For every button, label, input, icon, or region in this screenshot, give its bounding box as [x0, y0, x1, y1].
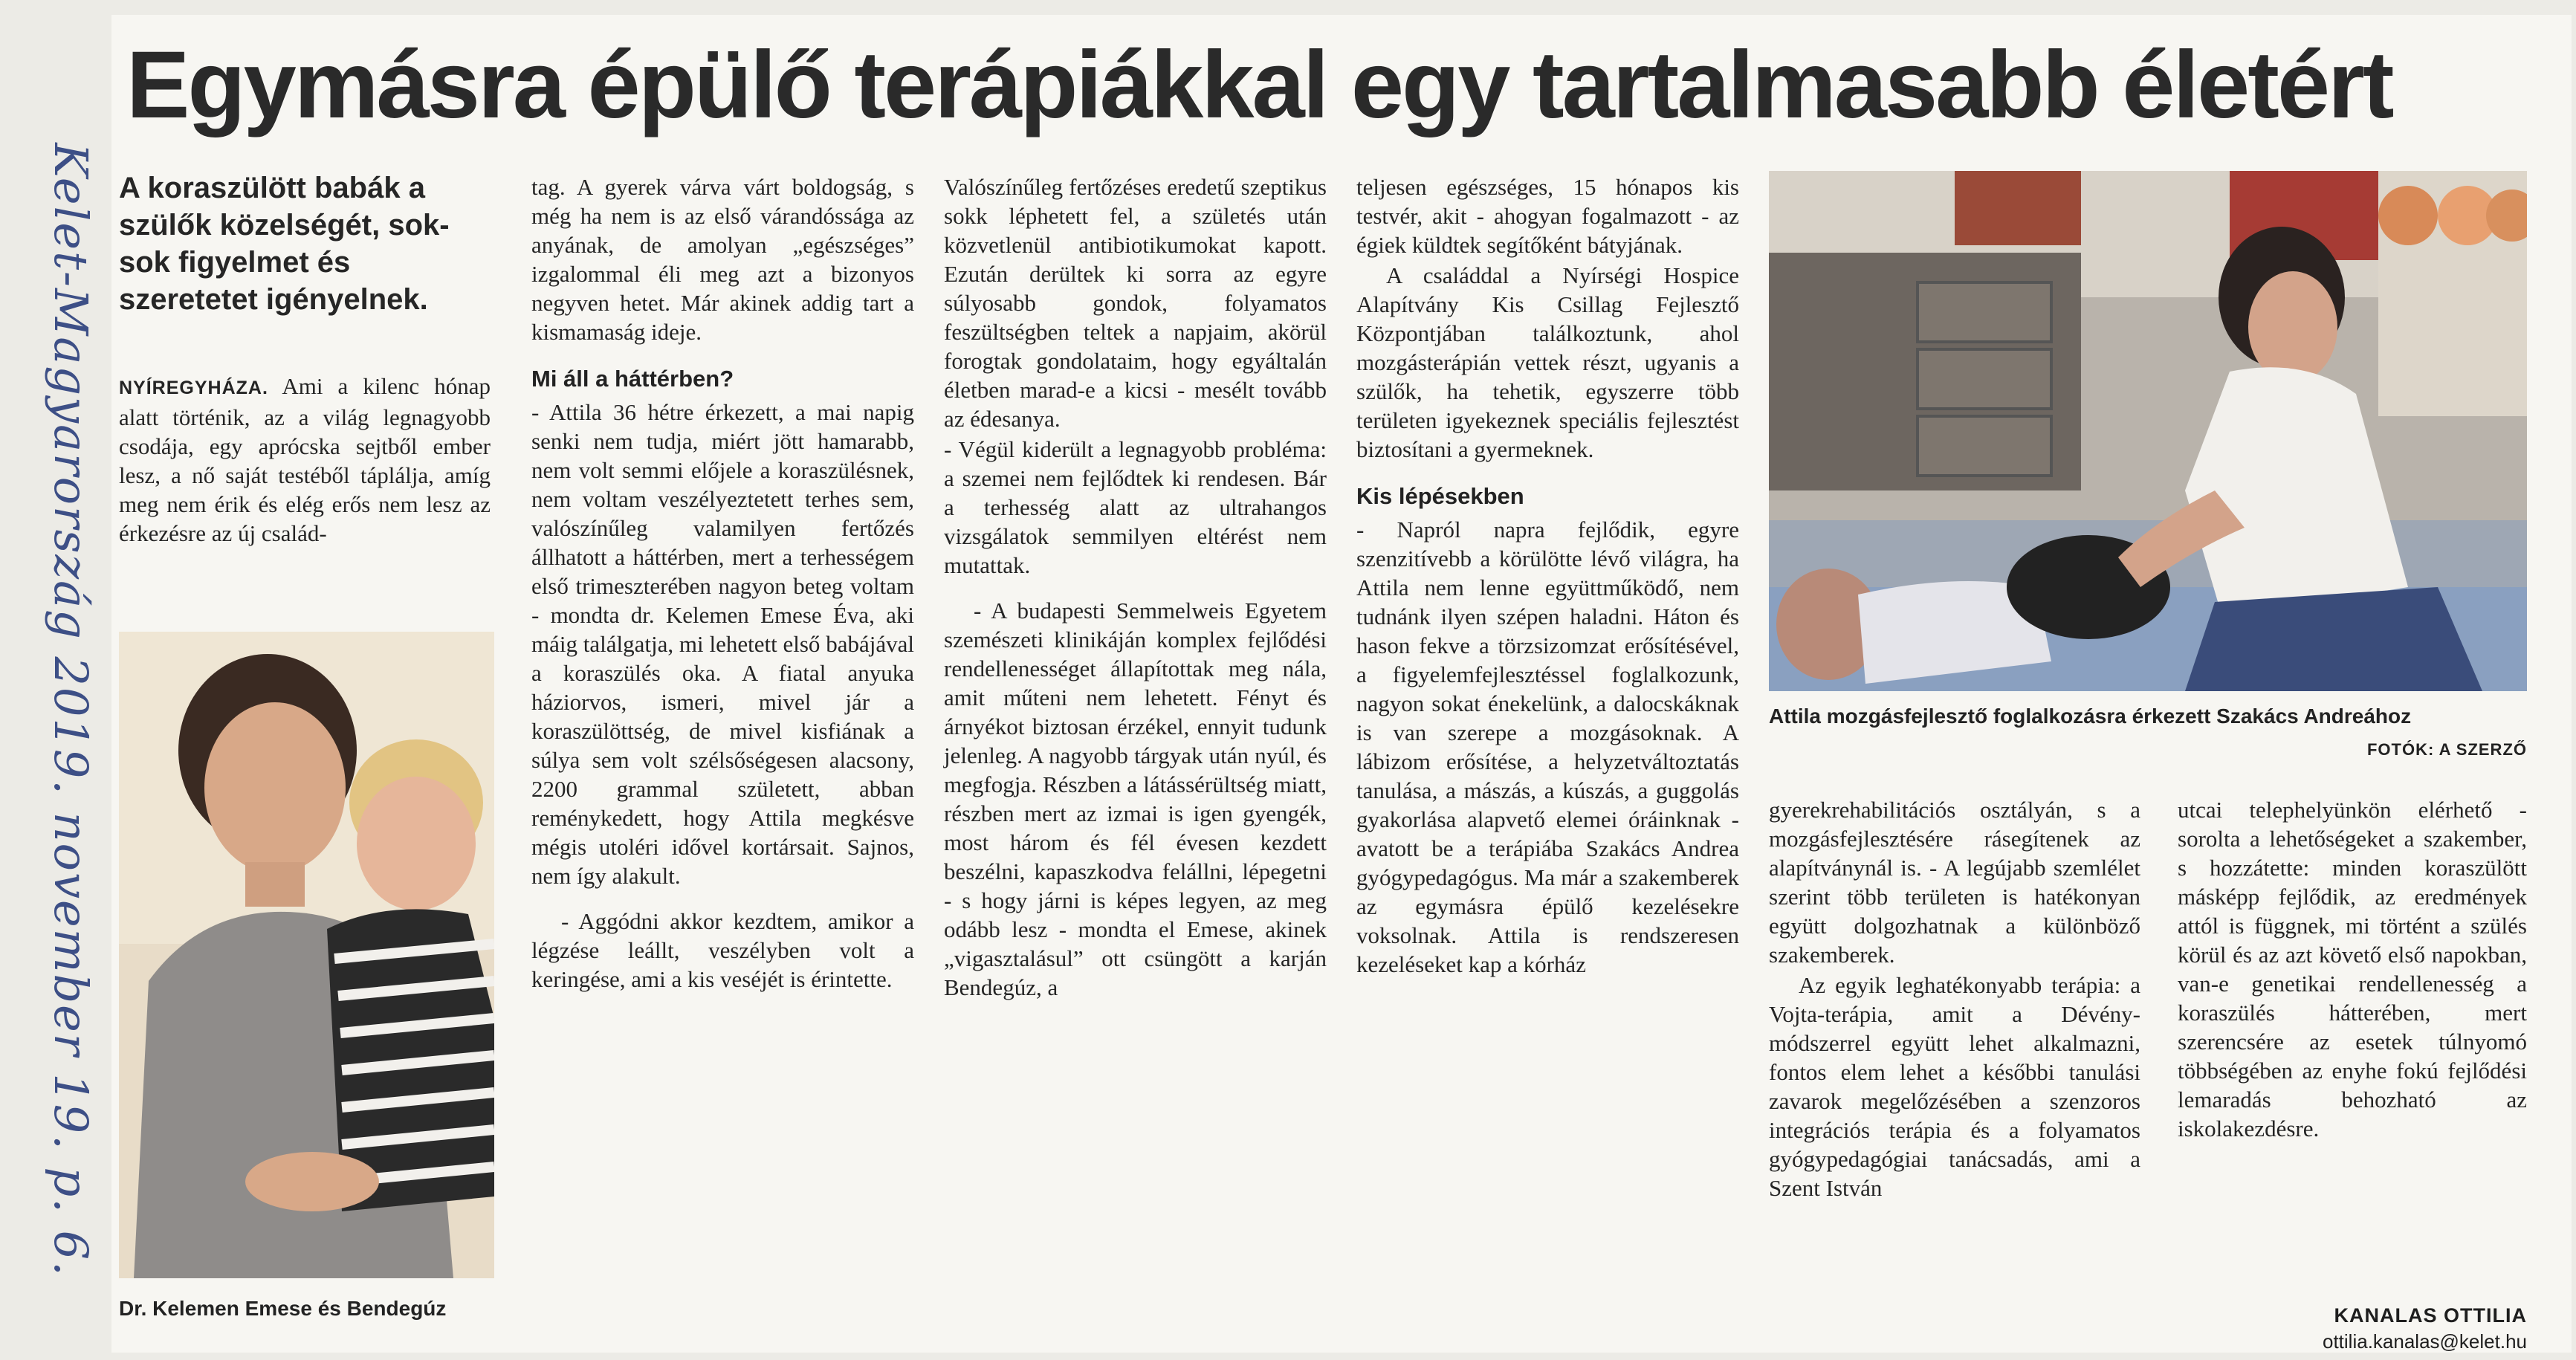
subheading-background: Mi áll a háttérben?: [531, 366, 734, 392]
handwritten-source-note: [30, 142, 111, 1278]
col1-paragraph-1: Ami a kilenc hónap alatt történik, az a világ legnagyobb csodája, egy aprócska sejtből ember lesz, a nő saját testéből táplálja, amíg meg nem érik és elég erős nem lesz az érkezésre az új család-: [119, 373, 491, 546]
column-4: [1356, 172, 1739, 980]
col4-paragraph-2: A családdal a Nyírségi Hospice Alapítvány Kis Csillag Fejlesztő Központjában találkoztunk, ahol mozgásterápián vettek részt, ugyanis a szülők, ha tehetik, egyszerre több területen igyekeznek speciális fejlesztést biztosítani a gyermeknek.: [1356, 262, 1739, 462]
column-5: [1769, 795, 2140, 1204]
column-2: [531, 172, 914, 995]
photo-therapy-session: [1769, 171, 2527, 691]
col3-paragraph-2: - Végül kiderült a legnagyobb probléma: a szemei nem fejlődtek ki rendesen. Bár a terhesség alatt az ultrahangos vizsgálatok semmilyen eltérést nem mutattak.: [944, 436, 1327, 578]
column-3: [944, 172, 1327, 1003]
article-headline: Egymásra épülő terápiákkal egy tartalmasabb életért: [126, 32, 2392, 138]
byline: [2178, 1304, 2527, 1353]
col3-paragraph-3: - A budapesti Semmelweis Egyetem szemészeti klinikáján komplex fejlődési rendellenességet állapítottak meg nála, amit műteni nem lehetett. Fényt és árnyékot biztosan érzékel, ennyit tudunk jelenleg. A nagyobb tárgyak után nyúl, és megfogja. Részben a látássérültség miatt, részben mert az izmai is igen gyengék, most három és fél évesen kezdett beszélni, kapaszkodva felállni, lépegetni - s hogy járni is képes legyen, az meg odább lesz - mondta el Emese, akinek „vigasztalásul” ott csüngött a karján Bendegúz, a: [944, 598, 1327, 1000]
dateline: NYÍREGYHÁZA.: [119, 378, 268, 398]
photo-right-caption: Attila mozgásfejlesztő foglalkozásra érkezett Szakács Andreához: [1769, 705, 2412, 728]
col3-paragraph-1: Valószínűleg fertőzéses eredetű szeptikus sokk léphetett fel, a születés után közvetlenül antibiotikumokat kapott. Ezután derültek ki sorra az egyre súlyosabb gondok, folyamatos feszültségben teltek a napjaim, akörül forogtak gondolataim, hogy egyáltalán életben marad-e a kicsi - mesélt tovább az édesanya.: [944, 174, 1327, 432]
col5-paragraph-2: Az egyik leghatékonyabb terápia: a Vojta-terápia, amit a Dévény-módszerrel együtt lehet alkalmazni, fontos elem lehet a későbbi tanulási zavarok megelőzésében a szenzoros integrációs terápia és a folyamatos gyógypedagógiai tanácsadás, ami a Szent István: [1769, 972, 2140, 1201]
column-6: [2178, 795, 2527, 1144]
column-1: [119, 372, 491, 549]
col5-paragraph-1: gyerekrehabilitációs osztályán, s a mozgásfejlesztésére rásegítenek az alapítványnál is. - A legújabb szemlélet szerint több területen is hatékonyan együtt dolgozhatnak a különböző szakemberek.: [1769, 797, 2140, 968]
handwritten-note-text: Kelet-Magyarország 2019. november 19. p. 6.: [43, 142, 98, 1278]
photo-credit: FOTÓK: A SZERZŐ: [2366, 740, 2527, 759]
col2-paragraph-2: - Attila 36 hétre érkezett, a mai napig senki nem tudja, miért jött hamarabb, nem volt semmi előjele a koraszülésnek, nem voltam veszélyeztetett terhes sem, valószínűleg valamilyen fertőzés állhatott a háttérben, mert a terhességem első trimeszterében nagyon beteg voltam - mondta dr. Kelemen Emese Éva, aki máig találgatja, mi lehetett első babájával a koraszülés oka. A fiatal anyuka háziorvos, ismeri, mivel jár a koraszülöttség, de mivel kisfiának a súlya sem volt szélsőségesen alacsony, 2200 grammal született, abban reménykedett, hogy Attila megkésve mégis utoléri idővel kortársait. Sajnos, nem így alakult.: [531, 399, 914, 889]
photo-mother-and-child: [119, 632, 494, 1278]
col2-paragraph-1: tag. A gyerek várva várt boldogság, s még ha nem is az első várandóssága az anyának, de amolyan „egészséges” izgalommal éli meg azt a bizonyos negyven hetet. Már akinek addig tart a kismamaság ideje.: [531, 174, 914, 345]
subheading-small-steps: Kis lépésekben: [1356, 483, 1524, 509]
col4-paragraph-3: - Napról napra fejlődik, egyre szenzitívebb a körülötte lévő világra, ha Attila nem lenne együttműködő, nem tudnánk ilyen szépen haladni. Háton és hason fekve a törzsizomzat erősítésével, a figyelemfejlesztéssel foglalkozunk, nagyon sokat énekelünk, a dalocskáknak is van szerepe a mozgásoknak. A lábizom erősítése, a helyzetváltoztatás tanulása, a mászás, a kúszás, a guggolás gyakorlása alapvető elemei óráinknak - avatott be a terápiába Szakács Andrea gyógypedagógus. Ma már a szakemberek az egymásra épülő kezelésekre voksolnak. Attila is rendszeresen kezeléseket kap a kórház: [1356, 517, 1739, 977]
col6-paragraph-1: utcai telephelyünkön elérhető - sorolta a lehetőségeket a szakember, s hozzátette: minden koraszülött másképp fejlődik, az eredmények attól is függnek, mi történt a szülés körül és az azt követő első napokban, van-e genetikai rendellenesség a koraszülés hátterében, mert szerencsére az esetek túlnyomó többségében az enyhe fokú fejlődési lemaradás behozható az iskolakezdésre.: [2178, 797, 2527, 1142]
author-email: ottilia.kanalas@kelet.hu: [2323, 1330, 2527, 1353]
author-name: KANALAS OTTILIA: [2334, 1304, 2527, 1327]
photo-left-caption: Dr. Kelemen Emese és Bendegúz: [119, 1297, 447, 1320]
col4-paragraph-1: teljesen egészséges, 15 hónapos kis testvér, akit - ahogyan fogalmazott - az égiek küldtek segítőként bátyjának.: [1356, 174, 1739, 258]
article-lead: A koraszülött babák a szülők közelségét, sok-sok figyelmet és szeretetet igényelnek.: [119, 172, 450, 316]
col2-paragraph-3: - Aggódni akkor kezdtem, amikor a légzése leállt, veszélyben volt a keringése, ami a kis veséjét is érintette.: [531, 908, 914, 992]
